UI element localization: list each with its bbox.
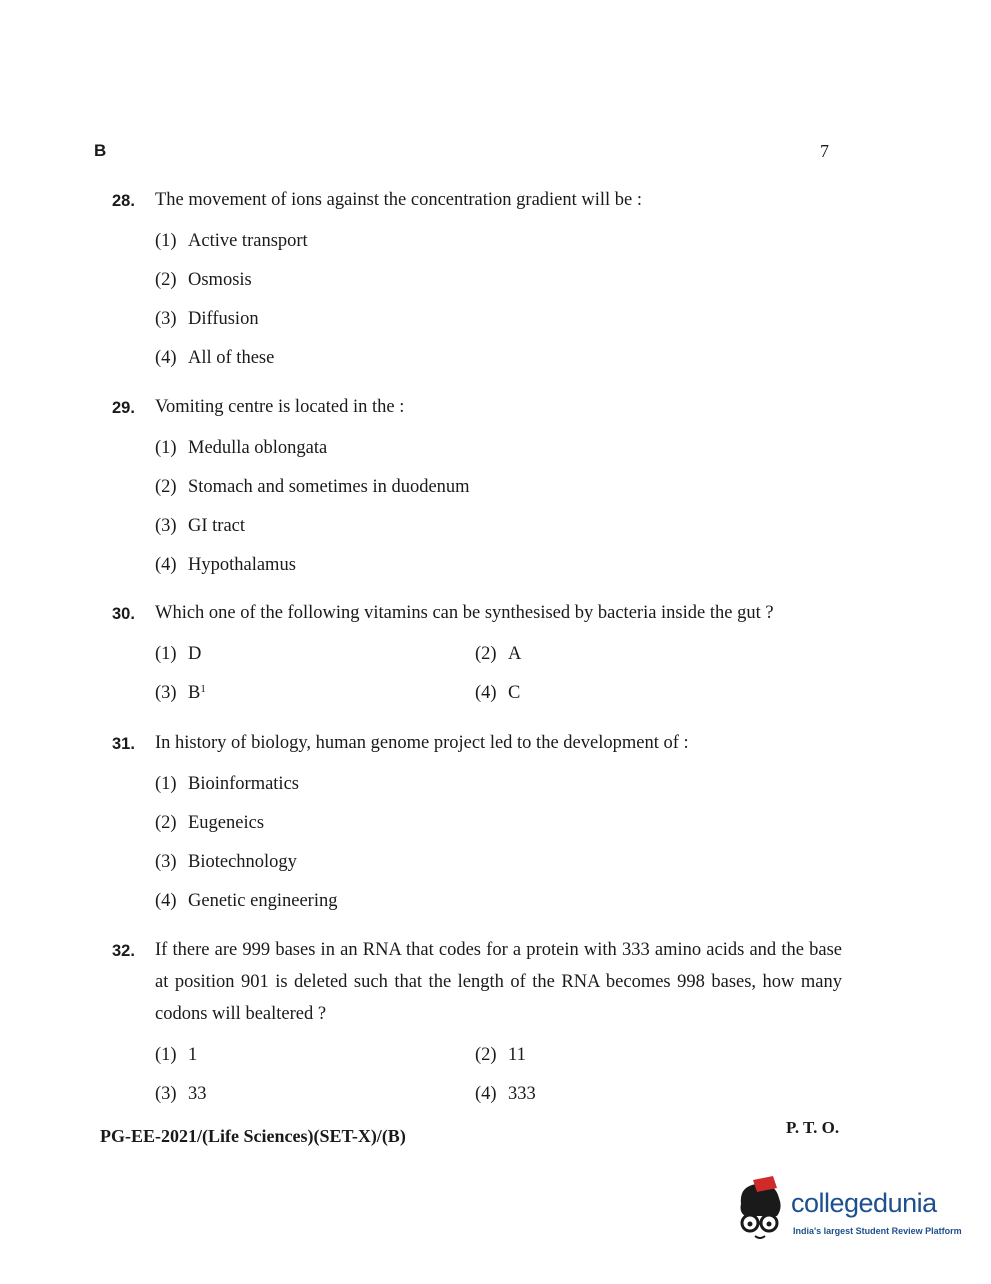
question-29 [112, 397, 842, 594]
question-number: 29. [112, 399, 135, 417]
option-text: 1 [188, 1045, 198, 1065]
option [155, 270, 842, 309]
option [155, 891, 842, 930]
option-number: (3) [155, 852, 177, 872]
option-number: (1) [155, 644, 177, 664]
option-number: (2) [475, 1045, 497, 1065]
option-number: (3) [155, 309, 177, 329]
option-number: (4) [155, 891, 177, 911]
please-turn-over: P. T. O. [786, 1118, 840, 1137]
option-text: Diffusion [188, 309, 259, 329]
option-text: Medulla oblongata [188, 438, 328, 458]
page-number: 7 [820, 141, 829, 161]
option-number: (3) [155, 683, 177, 703]
option [155, 1084, 475, 1123]
option-text: Osmosis [188, 270, 252, 290]
option-text: All of these [188, 348, 275, 368]
option-number: (4) [155, 348, 177, 368]
brand-tagline: India's largest Student Review Platform [793, 1226, 962, 1236]
option-text: Stomach and sometimes in duodenum [188, 477, 470, 497]
option [155, 644, 475, 683]
question-text: The movement of ions against the concentration gradient will be : [155, 190, 643, 210]
option [155, 231, 842, 270]
option-number: (3) [155, 516, 177, 536]
option-text: 333 [508, 1084, 536, 1104]
option [155, 813, 842, 852]
option [155, 309, 842, 348]
option-number: (1) [155, 231, 177, 251]
question-32 [112, 940, 842, 1123]
option-text: GI tract [188, 516, 246, 536]
question-text: If there are 999 bases in an RNA that codes for a protein with 333 amino acids and the base at position 901 is deleted such that the length of the RNA becomes 998 bases, how many codons will bealtered ? [155, 940, 842, 1024]
option-number: (2) [155, 477, 177, 497]
option-text: 33 [188, 1084, 207, 1104]
option [475, 644, 795, 683]
option-text: Eugeneics [188, 813, 265, 833]
option [155, 348, 842, 387]
question-number: 31. [112, 735, 135, 753]
option-text: C [508, 683, 521, 703]
option-number: (2) [475, 644, 497, 664]
option [155, 555, 842, 594]
question-31 [112, 733, 842, 930]
option [155, 438, 842, 477]
option-number: (1) [155, 438, 177, 458]
brand-name: collegedunia [791, 1188, 937, 1218]
question-text: Which one of the following vitamins can be synthesised by bacteria inside the gut ? [155, 603, 774, 623]
option-number: (2) [155, 270, 177, 290]
set-letter: B [94, 141, 107, 160]
option-text: 11 [508, 1045, 526, 1065]
question-number: 28. [112, 192, 135, 210]
option [475, 683, 795, 722]
option-number: (4) [475, 683, 497, 703]
option [155, 1045, 475, 1084]
option-number: (1) [155, 774, 177, 794]
option-number: (1) [155, 1045, 177, 1065]
question-30 [112, 603, 842, 722]
option-text: D [188, 644, 202, 664]
option-text: Biotechnology [188, 852, 297, 872]
paper-code: PG-EE-2021/(Life Sciences)(SET-X)/(B) [100, 1126, 406, 1146]
option-subscript: 1 [200, 683, 206, 695]
option-text: Bioinformatics [188, 774, 299, 794]
option [155, 852, 842, 891]
option-number: (3) [155, 1084, 177, 1104]
option [475, 1045, 795, 1084]
option [155, 516, 842, 555]
option-text: Genetic engineering [188, 891, 338, 911]
option-number: (4) [155, 555, 177, 575]
option-text: A [508, 644, 522, 664]
collegedunia-logo [733, 1176, 963, 1246]
question-28 [112, 190, 842, 387]
option-text: Hypothalamus [188, 555, 296, 575]
option-number: (4) [475, 1084, 497, 1104]
option [155, 477, 842, 516]
question-text: In history of biology, human genome project led to the development of : [155, 733, 689, 753]
question-number: 30. [112, 605, 135, 623]
option-text: B [188, 683, 201, 703]
option [155, 774, 842, 813]
question-number: 32. [112, 942, 135, 960]
mascot-icon [733, 1176, 791, 1246]
question-text: Vomiting centre is located in the : [155, 397, 405, 417]
option-text: Active transport [188, 231, 308, 251]
option [155, 683, 475, 722]
option-number: (2) [155, 813, 177, 833]
option [475, 1084, 795, 1123]
